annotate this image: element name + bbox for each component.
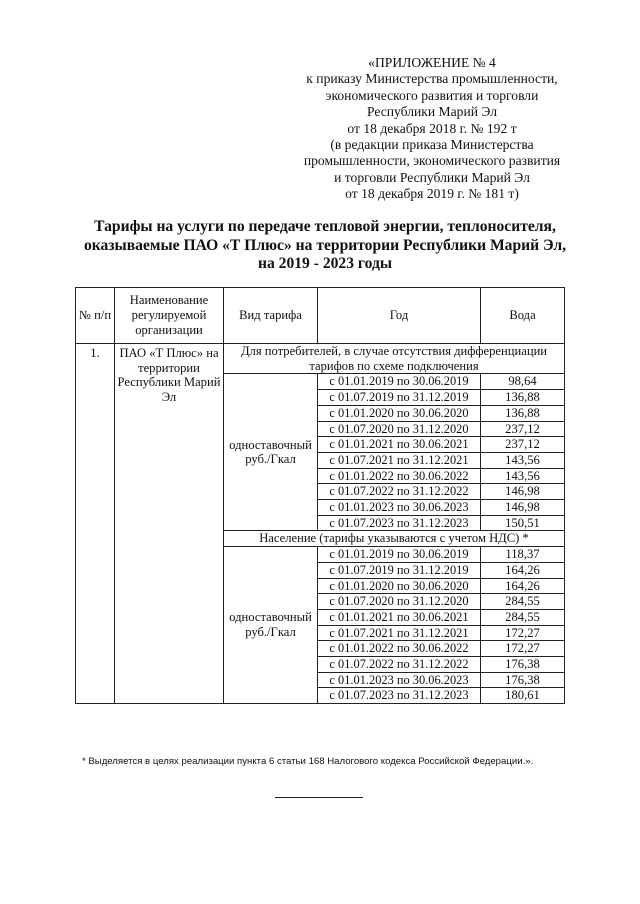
header-water: Вода (481, 288, 565, 344)
tariff-type: одноставочный руб./Гкал (224, 374, 318, 531)
header-org: Наименование регулируемой организации (115, 288, 224, 344)
water-tariff-value: 98,64 (481, 374, 565, 390)
period-cell: с 01.07.2019 по 31.12.2019 (318, 562, 481, 578)
header-line: (в редакции приказа Министерства (330, 137, 534, 153)
water-tariff-value: 180,61 (481, 688, 565, 704)
water-tariff-value: 146,98 (481, 500, 565, 516)
water-tariff-value: 143,56 (481, 452, 565, 468)
water-tariff-value: 164,26 (481, 578, 565, 594)
tariff-table (75, 287, 565, 704)
period-cell: с 01.01.2022 по 30.06.2022 (318, 641, 481, 657)
period-cell: с 01.01.2023 по 30.06.2023 (318, 672, 481, 688)
period-cell: с 01.07.2019 по 31.12.2019 (318, 390, 481, 406)
period-cell: с 01.01.2019 по 30.06.2019 (318, 547, 481, 563)
title-line: на 2019 - 2023 годы (257, 255, 393, 272)
water-tariff-value: 150,51 (481, 515, 565, 531)
water-tariff-value: 146,98 (481, 484, 565, 500)
header-line: от 18 декабря 2018 г. № 192 т (347, 120, 517, 136)
water-tariff-value: 176,38 (481, 672, 565, 688)
period-cell: с 01.01.2021 по 30.06.2021 (318, 609, 481, 625)
header-type: Вид тарифа (224, 288, 318, 344)
closing-divider (275, 797, 363, 798)
section-heading: Для потребителей, в случае отсутствия дифференциации тарифов по схеме подключения (224, 344, 565, 374)
header-line: и торговли Республики Марий Эл (334, 169, 530, 185)
water-tariff-value: 136,88 (481, 405, 565, 421)
header-line: от 18 декабря 2019 г. № 181 т) (345, 186, 519, 202)
header-line: Республики Марий Эл (366, 104, 498, 120)
period-cell: с 01.01.2020 по 30.06.2020 (318, 405, 481, 421)
period-cell: с 01.01.2023 по 30.06.2023 (318, 500, 481, 516)
header-year: Год (318, 288, 481, 344)
section-heading: Население (тарифы указываются с учетом НДС) * (224, 531, 565, 547)
period-cell: с 01.07.2023 по 31.12.2023 (318, 688, 481, 704)
tariff-type: одноставочный руб./Гкал (224, 547, 318, 704)
water-tariff-value: 284,55 (481, 609, 565, 625)
period-cell: с 01.01.2022 по 30.06.2022 (318, 468, 481, 484)
header-line: «ПРИЛОЖЕНИЕ № 4 (368, 55, 496, 70)
water-tariff-value: 143,56 (481, 468, 565, 484)
period-cell: с 01.01.2021 по 30.06.2021 (318, 437, 481, 453)
water-tariff-value: 176,38 (481, 657, 565, 673)
organization-name: ПАО «Т Плюс» на территории Республики Марий Эл (115, 344, 224, 704)
period-cell: с 01.01.2019 по 30.06.2019 (318, 374, 481, 390)
water-tariff-value: 164,26 (481, 562, 565, 578)
header-line: к приказу Министерства промышленности, (306, 71, 558, 87)
period-cell: с 01.01.2020 по 30.06.2020 (318, 578, 481, 594)
period-cell: с 01.07.2022 по 31.12.2022 (318, 484, 481, 500)
row-number: 1. (76, 344, 115, 704)
water-tariff-value: 284,55 (481, 594, 565, 610)
section-heading-row (76, 344, 565, 374)
water-tariff-value: 118,37 (481, 547, 565, 563)
header-line: промышленности, экономического развития (303, 153, 561, 169)
water-tariff-value: 172,27 (481, 641, 565, 657)
header-num: № п/п (76, 288, 115, 344)
footnote: * Выделяется в целях реализации пункта 6 статьи 168 Налогового кодекса Российской Федерации.». (82, 756, 534, 767)
appendix-header (262, 55, 602, 203)
title-line: оказываемые ПАО «Т Плюс» на территории Республики Марий Эл, (83, 236, 567, 254)
water-tariff-value: 172,27 (481, 625, 565, 641)
period-cell: с 01.07.2020 по 31.12.2020 (318, 421, 481, 437)
document-title (60, 218, 590, 274)
period-cell: с 01.07.2021 по 31.12.2021 (318, 452, 481, 468)
water-tariff-value: 237,12 (481, 421, 565, 437)
period-cell: с 01.07.2021 по 31.12.2021 (318, 625, 481, 641)
water-tariff-value: 136,88 (481, 390, 565, 406)
header-line: экономического развития и торговли (325, 87, 539, 103)
water-tariff-value: 237,12 (481, 437, 565, 453)
period-cell: с 01.07.2022 по 31.12.2022 (318, 657, 481, 673)
table-header-row (76, 288, 565, 344)
title-line: Тарифы на услуги по передаче тепловой энергии, теплоносителя, (94, 218, 556, 235)
period-cell: с 01.07.2023 по 31.12.2023 (318, 515, 481, 531)
period-cell: с 01.07.2020 по 31.12.2020 (318, 594, 481, 610)
